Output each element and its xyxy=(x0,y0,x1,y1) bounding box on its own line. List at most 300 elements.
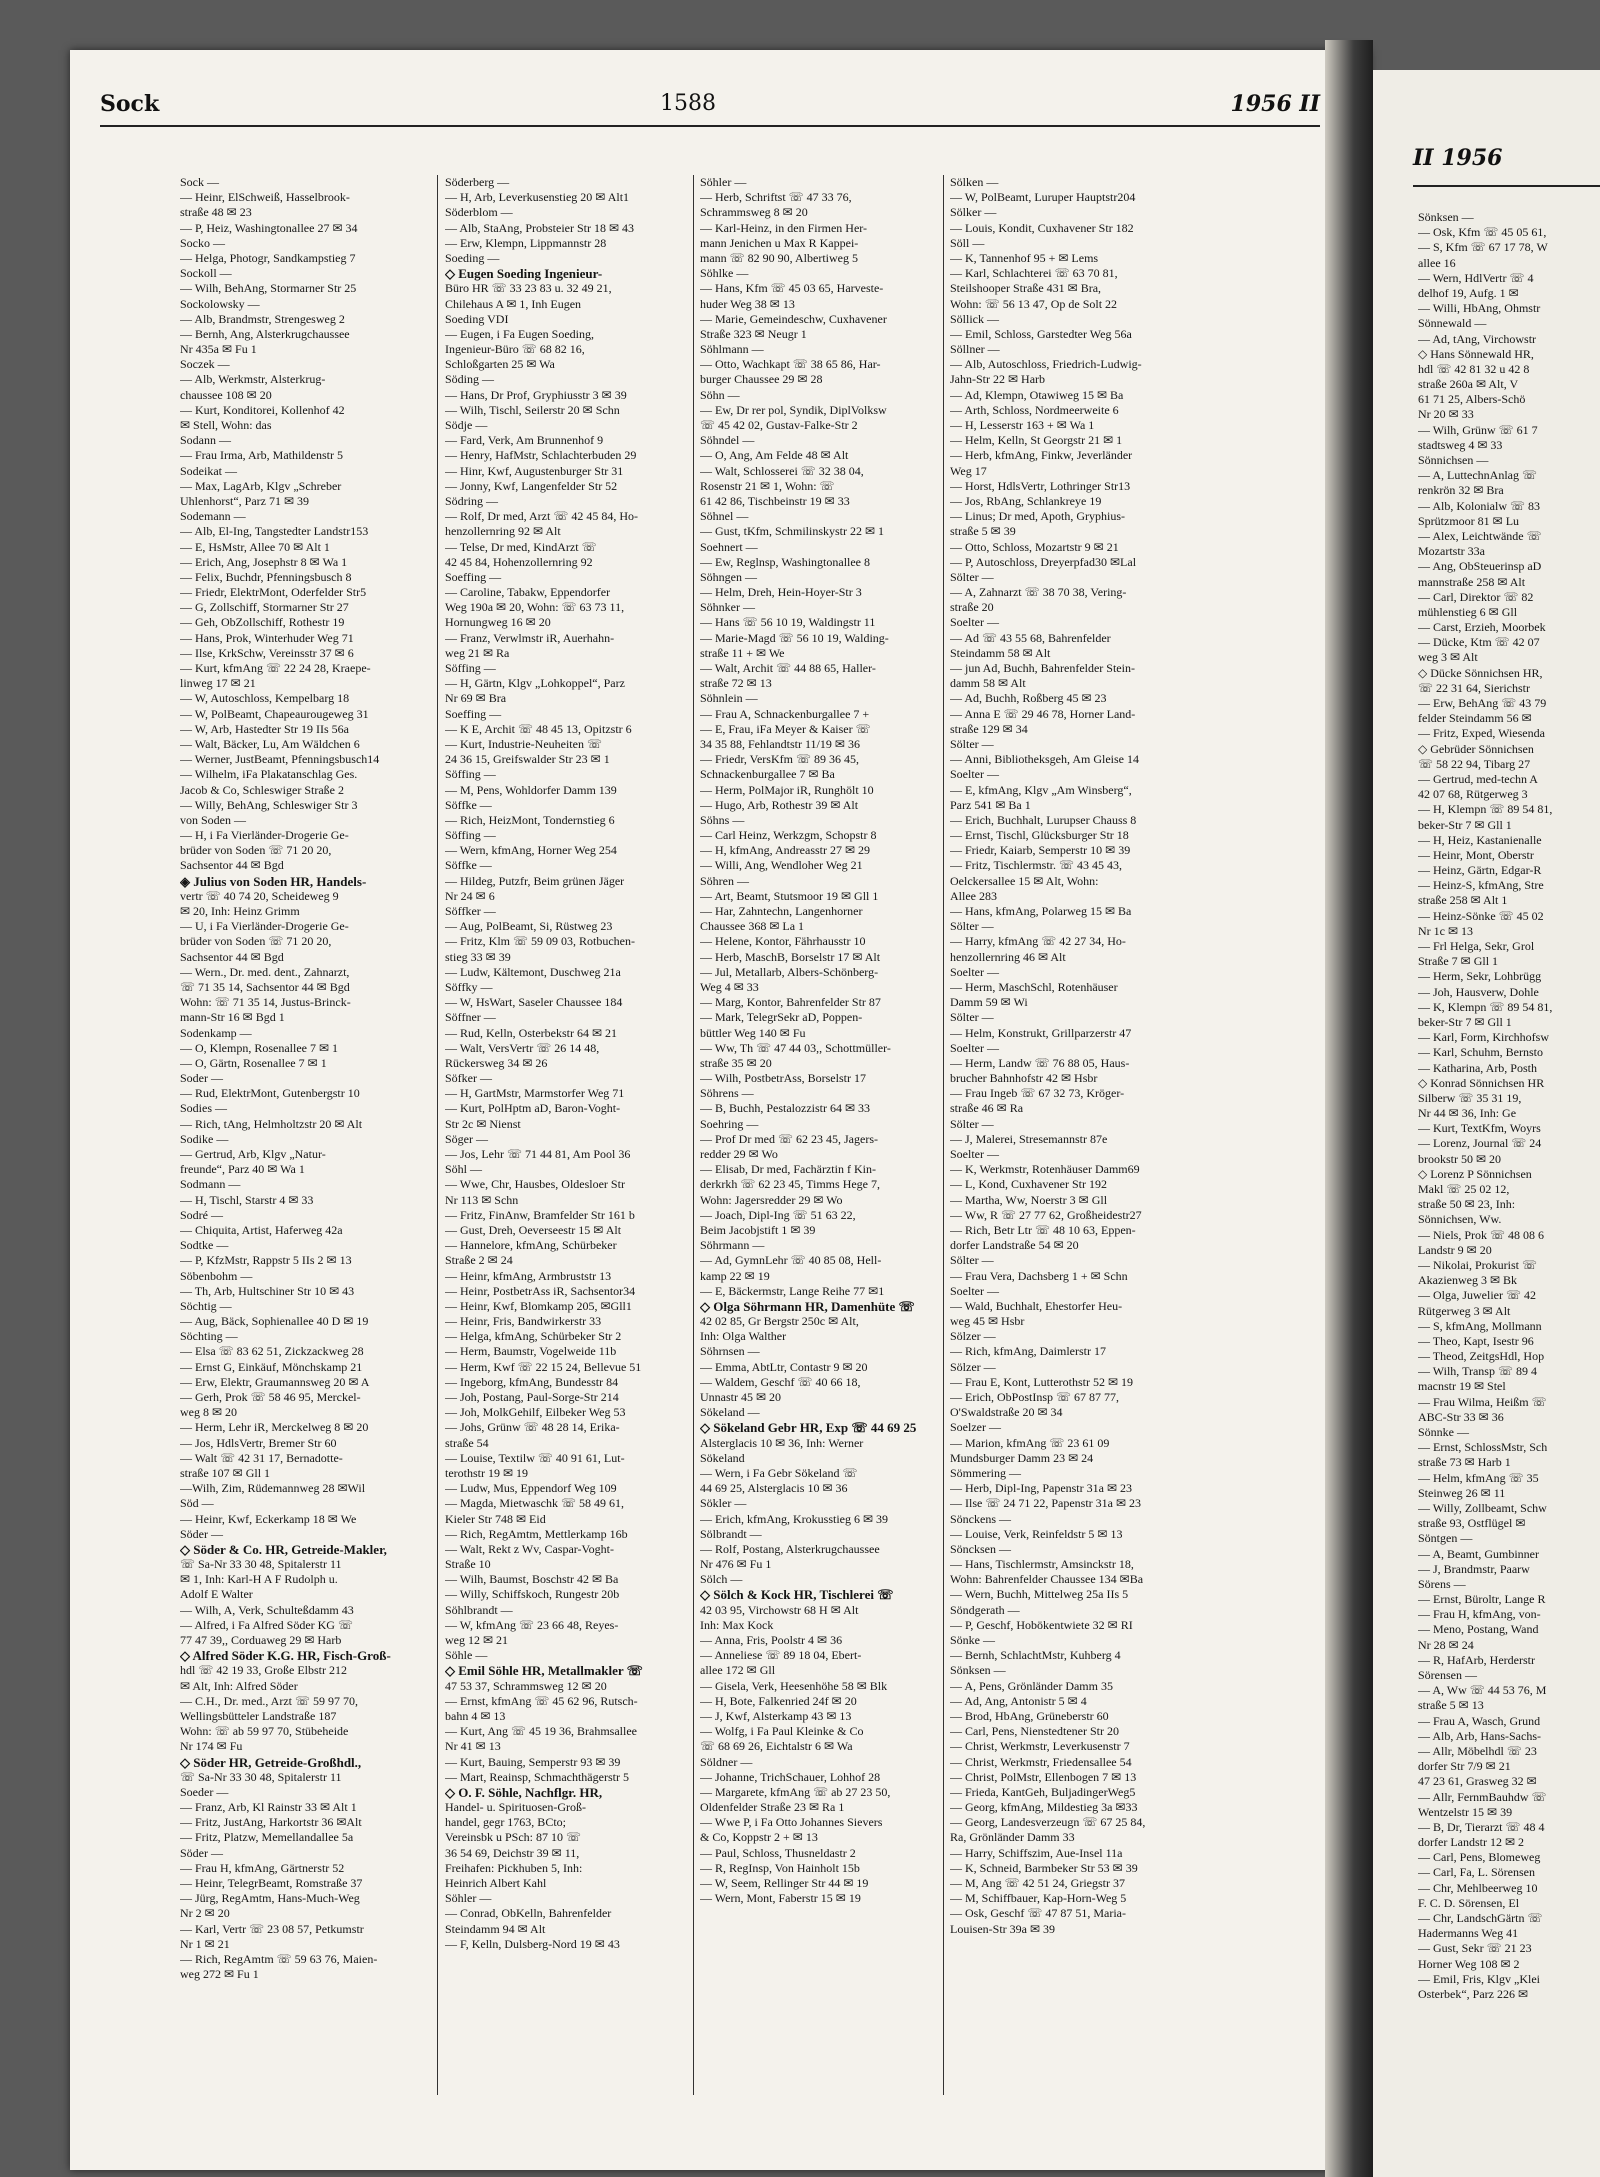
directory-entry-line: — Ew, Dr rer pol, Syndik, DiplVolksw xyxy=(700,402,887,417)
directory-entry-line: Nr 24 ✉ 6 xyxy=(445,888,495,903)
directory-entry-line: Wohn: ☏ 71 35 14, Justus-Brinck- xyxy=(180,995,351,1010)
directory-entry-line: & Co, Koppstr 2 + ✉ 13 xyxy=(700,1830,818,1845)
directory-entry-line: Sockolowsky — xyxy=(180,296,260,311)
directory-entry-line: Freihafen: Pickhuben 5, Inh: xyxy=(445,1860,583,1875)
directory-entry-line: Sock — xyxy=(180,175,219,189)
directory-entry-line: — R, RegInsp, Von Hainholt 15b xyxy=(700,1860,860,1875)
directory-entry-line: — Walt, Archit ☏ 44 88 65, Haller- xyxy=(700,661,876,675)
directory-entry-line: — Wilh, A, Verk, Schulteßdamm 43 xyxy=(180,1602,354,1617)
directory-entry-line: weg 45 ✉ Hsbr xyxy=(950,1314,1025,1329)
directory-entry-line: 24 36 15, Greifswalder Str 23 ✉ 1 xyxy=(445,752,610,767)
directory-entry-line: — Wern, Buchh, Mittelweg 25a IIs 5 xyxy=(950,1587,1129,1602)
directory-entry-line: — Heinr, Kwf, Blomkamp 205, ✉Gll1 xyxy=(445,1298,632,1313)
directory-entry-line: Inh: Olga Walther xyxy=(700,1329,787,1344)
directory-entry-line: ◇ Alfred Söder K.G. HR, Fisch-Groß- xyxy=(180,1648,391,1664)
directory-entry-line: — Margarete, kfmAng ☏ ab 27 23 50, xyxy=(700,1784,891,1799)
directory-entry-line: ✉ 1, Inh: Karl-H A F Rudolph u. xyxy=(180,1572,338,1587)
directory-entry-line: — Joach, Dipl-Ing ☏ 51 63 22, xyxy=(700,1207,856,1222)
directory-entry-line: ☏ 68 69 26, Eichtalstr 6 ✉ Wa xyxy=(700,1739,853,1754)
directory-entry-line: — P, Autoschloss, Dreyerpfad30 ✉Lal xyxy=(950,554,1137,569)
directory-entry-line: Söhnker — xyxy=(700,600,755,615)
directory-entry-line: Söhlmann — xyxy=(700,342,764,357)
directory-entry-line: chaussee 108 ✉ 20 xyxy=(180,387,272,402)
directory-entry-line: 42 03 95, Virchowstr 68 H ✉ Alt xyxy=(700,1602,859,1617)
directory-entry-line: linweg 17 ✉ 21 xyxy=(180,676,256,691)
directory-entry-line: Sönnichsen, Ww. xyxy=(1418,1212,1502,1227)
directory-entry-line: — Louis, Kondit, Cuxhavener Str 182 xyxy=(950,220,1134,235)
directory-entry-line: 42 02 85, Gr Bergstr 250c ✉ Alt, xyxy=(700,1314,859,1329)
directory-entry-line: Soeder — xyxy=(180,1784,229,1799)
directory-entry-line: Soehnert — xyxy=(700,539,758,554)
directory-entry-line: — W, PolBeamt, Chapeaurougeweg 31 xyxy=(180,706,369,721)
directory-entry-line: Söder — xyxy=(180,1526,223,1541)
column-divider xyxy=(437,175,438,2095)
directory-column-2 xyxy=(445,175,690,1952)
directory-entry-line: Louisen-Str 39a ✉ 39 xyxy=(950,1921,1056,1936)
directory-entry-line: — Elisab, Dr med, Fachärztin f Kin- xyxy=(700,1162,876,1177)
directory-entry-line: weg 12 ✉ 21 xyxy=(445,1633,509,1647)
directory-entry-line: 44 69 25, Alsterglacis 10 ✉ 36 xyxy=(700,1481,848,1496)
directory-entry-line: Sodenkamp — xyxy=(180,1025,252,1040)
directory-entry-line: — Heinr, kfmAng, Armbruststr 13 xyxy=(445,1268,612,1283)
directory-entry-line: Nr 44 ✉ 36, Inh: Ge xyxy=(1418,1106,1517,1121)
directory-entry-line: — Hans, Kfm ☏ 45 03 65, Harveste- xyxy=(700,281,884,296)
directory-entry-line: — Walt, Schlosserei ☏ 32 38 04, xyxy=(700,463,864,478)
directory-entry-line: — Ww, R ☏ 27 77 62, Großheidestr27 xyxy=(950,1207,1142,1222)
directory-entry-line: straße 72 ✉ 13 xyxy=(700,676,772,691)
directory-entry-line: — B, Dr, Tierarzt ☏ 48 4 xyxy=(1418,1819,1545,1834)
directory-entry-line: — Jonny, Kwf, Langenfelder Str 52 xyxy=(445,478,618,493)
directory-entry-line: — Elsa ☏ 83 62 51, Zickzackweg 28 xyxy=(180,1344,364,1359)
directory-entry-line: Sörensen — xyxy=(1418,1668,1477,1682)
directory-entry-line: stieg 33 ✉ 39 xyxy=(445,949,511,964)
directory-entry-line: — Heinz, Gärtn, Edgar-R xyxy=(1418,863,1542,878)
directory-entry-line: — S, Kfm ☏ 67 17 78, W xyxy=(1418,240,1548,255)
directory-entry-line: — O, Gärtn, Rosenallee 7 ✉ 1 xyxy=(180,1055,327,1070)
directory-entry-line: Söhndel — xyxy=(700,433,755,448)
directory-entry-line: Horner Weg 108 ✉ 2 xyxy=(1418,1956,1520,1971)
directory-entry-line: Söhns — xyxy=(700,812,745,827)
directory-entry-line: — Frieda, KantGeh, BuljadingerWeg5 xyxy=(950,1784,1136,1799)
directory-entry-line: — Alb, El-Ing, Tangstedter Landstr153 xyxy=(180,524,369,539)
directory-entry-line: Steilshooper Straße 431 ✉ Bra, xyxy=(950,281,1102,296)
directory-entry-line: — Willy, BehAng, Schleswiger Str 3 xyxy=(180,797,358,812)
directory-entry-line: — Aug, Bäck, Sophienallee 40 D ✉ 19 xyxy=(180,1314,369,1329)
directory-entry-line: — Frl Helga, Sekr, Grol xyxy=(1418,939,1535,953)
directory-entry-line: renkrön 32 ✉ Bra xyxy=(1418,483,1504,498)
directory-entry-line: von Soden — xyxy=(180,812,246,827)
directory-entry-line: — Fard, Verk, Am Brunnenhof 9 xyxy=(445,433,604,448)
directory-entry-line: — Wilh, Grünw ☏ 61 7 xyxy=(1418,422,1538,437)
directory-entry-line: ◇ Konrad Sönnichsen HR xyxy=(1418,1075,1545,1090)
directory-entry-line: — Wwe P, i Fa Otto Johannes Sievers xyxy=(700,1815,883,1830)
directory-entry-line: Silberw ☏ 35 31 19, xyxy=(1418,1090,1522,1105)
directory-entry-line: straße 20 xyxy=(950,600,994,615)
directory-entry-line: — Magda, Mietwaschk ☏ 58 49 61, xyxy=(445,1496,624,1511)
directory-entry-line: — Wilh, Transp ☏ 89 4 xyxy=(1418,1364,1537,1379)
directory-entry-line: — Chr, Mehlbeerweg 10 xyxy=(1418,1880,1538,1895)
directory-column-4 xyxy=(950,175,1195,1937)
directory-entry-line: — Jürg, RegAmtm, Hans-Much-Weg xyxy=(180,1891,360,1906)
directory-entry-line: 42 45 84, Hohenzollernring 92 xyxy=(445,554,593,569)
directory-entry-line: — Mart, Reainsp, Schmachthägerstr 5 xyxy=(445,1769,629,1784)
directory-entry-line: — Gust, tKfm, Schmilinskystr 22 ✉ 1 xyxy=(700,524,885,539)
directory-entry-line: Söncksen — xyxy=(950,1541,1011,1556)
directory-entry-line: — Wilh, Tischl, Seilerstr 20 ✉ Schn xyxy=(445,402,620,417)
directory-entry-line: straße 129 ✉ 34 xyxy=(950,721,1028,736)
directory-entry-line: — Helm, kfmAng ☏ 35 xyxy=(1418,1470,1539,1485)
directory-entry-line: derkrkh ☏ 62 23 45, Timms Hege 7, xyxy=(700,1177,881,1192)
directory-entry-line: — E, HsMstr, Allee 70 ✉ Alt 1 xyxy=(180,539,330,554)
directory-entry-line: Sachsentor 44 ✉ Bgd xyxy=(180,949,284,964)
directory-entry-line: — Christ, PolMstr, Ellenbogen 7 ✉ 13 xyxy=(950,1769,1137,1784)
directory-entry-line: Wellingsbütteler Landstraße 187 xyxy=(180,1708,337,1723)
directory-entry-line: — Alb, Autoschloss, Friedrich-Ludwig- xyxy=(950,357,1142,372)
directory-entry-line: — Wald, Buchhalt, Ehestorfer Heu- xyxy=(950,1298,1123,1313)
directory-entry-line: Steinweg 26 ✉ 11 xyxy=(1418,1485,1506,1500)
directory-entry-line: — Bernh, Ang, Alsterkrugchaussee xyxy=(180,326,350,341)
directory-entry-line: — Kurt, kfmAng ☏ 22 24 28, Kraepe- xyxy=(180,661,371,675)
directory-entry-line: — Telse, Dr med, KindArzt ☏ xyxy=(445,539,597,554)
directory-entry-line: F. C. D. Sörensen, El xyxy=(1418,1895,1520,1910)
directory-entry-line: — Osk, Geschf ☏ 47 87 51, Maria- xyxy=(950,1906,1126,1921)
directory-entry-line: — Paul, Schloss, Thusneldastr 2 xyxy=(700,1845,856,1860)
directory-entry-line: — Jos, Lehr ☏ 71 44 81, Am Pool 36 xyxy=(445,1147,631,1161)
directory-entry-line: — Wilh, BehAng, Stormarner Str 25 xyxy=(180,281,357,296)
directory-entry-line: Söhrens — xyxy=(700,1086,754,1101)
directory-entry-line: — Heinr, Mont, Oberstr xyxy=(1418,847,1534,862)
directory-entry-line: — E, Bäckermstr, Lange Reihe 77 ✉1 xyxy=(700,1283,885,1298)
directory-entry-line: — Carl Heinz, Werkzgm, Schopstr 8 xyxy=(700,828,877,843)
directory-entry-line: — Th, Arb, Hultschiner Str 10 ✉ 43 xyxy=(180,1283,355,1298)
directory-entry-line: — Alb, Werkmstr, Alsterkrug- xyxy=(180,372,326,387)
directory-entry-line: Sachsentor 44 ✉ Bgd xyxy=(180,858,284,873)
directory-entry-line: — Ernst, Tischl, Glücksburger Str 18 xyxy=(950,828,1129,843)
directory-entry-line: ✉ Stell, Wohn: das xyxy=(180,418,272,432)
directory-entry-line: — Hans, Dr Prof, Gryphiusstr 3 ✉ 39 xyxy=(445,387,627,402)
directory-entry-line: — Ad, Ang, Antonistr 5 ✉ 4 xyxy=(950,1693,1087,1708)
directory-entry-line: — Joh, Postang, Paul-Sorge-Str 214 xyxy=(445,1390,619,1404)
directory-entry-line: — Helga, kfmAng, Schürbeker Str 2 xyxy=(445,1329,622,1344)
directory-entry-line: Söffing — xyxy=(445,828,496,843)
directory-entry-line: — M, Schiffbauer, Kap-Horn-Weg 5 xyxy=(950,1891,1127,1906)
directory-entry-line: — Karl, Form, Kirchhofsw xyxy=(1418,1030,1549,1045)
directory-entry-line: Sölter — xyxy=(950,569,994,584)
directory-entry-line: — Wwe, Chr, Hausbes, Oldesloer Str xyxy=(445,1177,625,1192)
directory-entry-line: — H, Klempn ☏ 89 54 81, xyxy=(1418,802,1553,817)
directory-entry-line: — H, Lesserstr 163 + ✉ Wa 1 xyxy=(950,418,1095,432)
directory-entry-line: Söhrnsen — xyxy=(700,1344,760,1359)
directory-entry-line: — Martha, Ww, Noerstr 3 ✉ Gll xyxy=(950,1192,1108,1207)
directory-entry-line: Soeffing — xyxy=(445,706,502,721)
directory-entry-line: — Friedr, VersKfm ☏ 89 36 45, xyxy=(700,752,859,767)
directory-entry-line: — O, Klempn, Rosenallee 7 ✉ 1 xyxy=(180,1040,339,1055)
directory-entry-line: — Frau Wilma, Heißm ☏ xyxy=(1418,1394,1547,1409)
directory-entry-line: Soelter — xyxy=(950,615,999,630)
directory-entry-line: Sodmann — xyxy=(180,1177,241,1192)
directory-entry-line: — J, Kwf, Alsterkamp 43 ✉ 13 xyxy=(700,1708,852,1723)
directory-entry-line: Söhle — xyxy=(445,1648,488,1663)
directory-entry-line: — Willi, Ang, Wendloher Weg 21 xyxy=(700,858,863,873)
directory-entry-line: — Alb, Brandmstr, Strengesweg 2 xyxy=(180,311,345,326)
directory-entry-line: — Erich, Ang, Josephstr 8 ✉ Wa 1 xyxy=(180,554,348,569)
directory-entry-line: Weg 4 ✉ 33 xyxy=(700,979,759,994)
directory-entry-line: — A, Beamt, Gumbinner xyxy=(1418,1546,1539,1561)
directory-entry-line: Jahn-Str 22 ✉ Harb xyxy=(950,372,1046,387)
directory-entry-line: — H, Heiz, Kastanienalle xyxy=(1418,832,1542,847)
directory-entry-line: Soeffing — xyxy=(445,569,502,584)
directory-entry-line: Unnastr 45 ✉ 20 xyxy=(700,1390,782,1404)
directory-entry-line: — Brod, HbAng, Grüneberstr 60 xyxy=(950,1708,1109,1723)
directory-entry-line: — Friedr, ElektrMont, Oderfelder Str5 xyxy=(180,585,367,600)
directory-entry-line: — Heinr, Kwf, Eckerkamp 18 ✉ We xyxy=(180,1511,357,1526)
directory-entry-line: — Jul, Metallarb, Albers-Schönberg- xyxy=(700,964,879,979)
directory-entry-line: — Ad, tAng, Virchowstr xyxy=(1418,331,1537,346)
directory-entry-line: Büro HR ☏ 33 23 83 u. 32 49 21, xyxy=(445,281,612,296)
directory-entry-line: — U, i Fa Vierländer-Drogerie Ge- xyxy=(180,919,349,934)
directory-entry-line: Straße 323 ✉ Neugr 1 xyxy=(700,326,807,341)
directory-entry-line: Sölter — xyxy=(950,1116,994,1131)
directory-entry-line: bahn 4 ✉ 13 xyxy=(445,1708,506,1723)
directory-entry-line: Wentzelstr 15 ✉ 39 xyxy=(1418,1804,1513,1819)
directory-entry-line: — E, Frau, iFa Meyer & Kaiser ☏ xyxy=(700,721,871,736)
directory-entry-line: — Alex, Leichtwände ☏ xyxy=(1418,528,1542,543)
directory-entry-line: — Rud, ElektrMont, Gutenbergstr 10 xyxy=(180,1086,360,1101)
directory-entry-line: ✉ 20, Inh: Heinz Grimm xyxy=(180,904,300,918)
directory-entry-line: Rosenstr 21 ✉ 1, Wohn: ☏ xyxy=(700,478,835,493)
directory-entry-line: Sönnke — xyxy=(1418,1425,1469,1439)
directory-entry-line: straße 11 + ✉ We xyxy=(700,645,785,660)
directory-entry-line: — Frau Irma, Arb, Mathildenstr 5 xyxy=(180,448,343,463)
directory-entry-line: Schrammsweg 8 ✉ 20 xyxy=(700,205,808,220)
directory-entry-line: — Louise, Textilw ☏ 40 91 61, Lut- xyxy=(445,1450,625,1465)
directory-entry-line: — Heinr, Fris, Bandwirkerstr 33 xyxy=(445,1314,602,1329)
page-header xyxy=(100,85,1320,127)
directory-entry-line: — Rich, RegAmtm ☏ 59 63 76, Maien- xyxy=(180,1951,378,1966)
directory-entry-line: — Wilh, PostbetrAss, Borselstr 17 xyxy=(700,1071,866,1086)
directory-entry-line: Sprützmoor 81 ✉ Lu xyxy=(1418,513,1520,528)
directory-entry-line: Soelter — xyxy=(950,1040,999,1055)
directory-entry-line: Söldner — xyxy=(700,1754,753,1769)
directory-entry-line: Söder — xyxy=(180,1845,223,1860)
directory-entry-line: — Meno, Postang, Wand xyxy=(1418,1622,1539,1637)
directory-entry-line: — Max, LagArb, Klgv „Schreber xyxy=(180,478,342,493)
directory-entry-line: — C.H., Dr. med., Arzt ☏ 59 97 70, xyxy=(180,1693,358,1708)
directory-entry-line: — Ad, Buchh, Roßberg 45 ✉ 23 xyxy=(950,691,1107,706)
directory-entry-line: — M, Ang ☏ 42 51 24, Griegstr 37 xyxy=(950,1876,1126,1890)
directory-entry-line: Söffke — xyxy=(445,858,492,873)
directory-entry-line: — Kurt, Ang ☏ 45 19 36, Brahmsallee xyxy=(445,1724,637,1739)
directory-entry-line: Rückersweg 34 ✉ 26 xyxy=(445,1055,548,1070)
directory-entry-line: Soczek — xyxy=(180,357,230,372)
directory-entry-line: ☏ 58 22 94, Tibarg 27 xyxy=(1418,756,1531,771)
directory-entry-line: — Niels, Prok ☏ 48 08 6 xyxy=(1418,1227,1545,1242)
directory-entry-line: — Wern, HdlVertr ☏ 4 xyxy=(1418,270,1534,285)
directory-entry-line: mann-Str 16 ✉ Bgd 1 xyxy=(180,1010,285,1025)
directory-entry-line: — K, Tannenhof 95 + ✉ Lems xyxy=(950,250,1099,265)
directory-entry-line: Söderberg — xyxy=(445,175,510,189)
directory-entry-line: Sölter — xyxy=(950,736,994,751)
directory-entry-line: brüder von Soden ☏ 71 20 20, xyxy=(180,843,332,858)
directory-entry-line: — Hans, Prok, Winterhuder Weg 71 xyxy=(180,630,354,645)
directory-entry-line: Sodann — xyxy=(180,433,231,448)
directory-entry-line: — jun Ad, Buchh, Bahrenfelder Stein- xyxy=(950,661,1135,675)
directory-entry-line: — Herm, Kwf ☏ 22 15 24, Bellevue 51 xyxy=(445,1359,642,1374)
directory-entry-line: — Wilhelm, iFa Plakatanschlag Ges. xyxy=(180,767,358,782)
directory-entry-line: — J, Brandmstr, Paarw xyxy=(1418,1561,1530,1576)
directory-entry-line: 47 23 61, Grasweg 32 ✉ xyxy=(1418,1774,1537,1789)
directory-entry-line: — Rolf, Postang, Alsterkrugchaussee xyxy=(700,1541,880,1556)
directory-entry-line: — Helga, Photogr, Sandkampstieg 7 xyxy=(180,250,356,265)
directory-entry-line: dorfer Landstraße 54 ✉ 20 xyxy=(950,1238,1079,1253)
directory-entry-line: — W, kfmAng ☏ 23 66 48, Reyes- xyxy=(445,1617,619,1632)
directory-entry-line: Damm 59 ✉ Wi xyxy=(950,995,1028,1010)
directory-entry-line: brucher Bahnhofstr 42 ✉ Hsbr xyxy=(950,1071,1098,1086)
directory-entry-line: Ingenieur-Büro ☏ 68 82 16, xyxy=(445,342,585,357)
directory-entry-line: Akazienweg 3 ✉ Bk xyxy=(1418,1273,1518,1288)
header-keyword: Sock xyxy=(100,91,160,117)
directory-entry-line: macnstr 19 ✉ Stel xyxy=(1418,1379,1506,1394)
directory-entry-line: — Walt, Bäcker, Lu, Am Wäldchen 6 xyxy=(180,736,360,751)
directory-entry-line: — K E, Archit ☏ 48 45 13, Opitzstr 6 xyxy=(445,721,632,736)
directory-entry-line: — Heinr, PostbetrAss iR, Sachsentor34 xyxy=(445,1283,636,1298)
directory-column-3 xyxy=(700,175,940,1906)
directory-entry-line: 34 35 88, Fehlandtstr 11/19 ✉ 36 xyxy=(700,736,860,751)
directory-entry-line: — Anna E ☏ 29 46 78, Horner Land- xyxy=(950,706,1136,721)
directory-entry-line: — Herm, PolMajor iR, Runghölt 10 xyxy=(700,782,874,797)
directory-entry-line: — Erich, ObPostInsp ☏ 67 87 77, xyxy=(950,1390,1120,1404)
directory-entry-line: — Art, Beamt, Stutsmoor 19 ✉ Gll 1 xyxy=(700,888,879,903)
directory-entry-line: Str 2c ✉ Nienst xyxy=(445,1116,521,1131)
directory-entry-line: mühlenstieg 6 ✉ Gll xyxy=(1418,604,1518,619)
directory-entry-line: Soelter — xyxy=(950,1283,999,1298)
directory-entry-line: Landstr 9 ✉ 20 xyxy=(1418,1242,1492,1257)
directory-entry-line: — F, Kelln, Dulsberg-Nord 19 ✉ 43 xyxy=(445,1936,620,1951)
directory-entry-line: — Georg, Landesverzeugn ☏ 67 25 84, xyxy=(950,1815,1146,1830)
directory-entry-line: —Wilh, Zim, Rüdemannweg 28 ✉Wil xyxy=(180,1481,366,1496)
directory-entry-line: — R, HafArb, Herderstr xyxy=(1418,1652,1535,1667)
directory-entry-line: Makl ☏ 25 02 12, xyxy=(1418,1182,1510,1196)
directory-entry-line: — Carl, Fa, L. Sörensen xyxy=(1418,1865,1535,1880)
directory-entry-line: Söllner — xyxy=(950,342,1000,357)
directory-entry-line: — Ernst G, Einkäuf, Mönchskamp 21 xyxy=(180,1359,363,1374)
directory-entry-line: Söhn — xyxy=(700,387,740,402)
directory-entry-line: — Ernst, SchlossMstr, Sch xyxy=(1418,1440,1548,1455)
directory-entry-line: ◇ O. F. Söhle, Nachflgr. HR, xyxy=(445,1784,603,1800)
directory-entry-line: — Har, Zahntechn, Langenhorner xyxy=(700,904,863,918)
directory-entry-line: — Gust, Sekr ☏ 21 23 xyxy=(1418,1941,1532,1956)
directory-entry-line: — Theod, ZeitgsHdl, Hop xyxy=(1418,1349,1545,1364)
directory-entry-line: Wohn: ☏ ab 59 97 70, Stübeheide xyxy=(180,1724,349,1739)
directory-entry-line: — Rich, tAng, Helmholtzstr 20 ✉ Alt xyxy=(180,1116,363,1131)
directory-entry-line: — Fritz, JustAng, Harkortstr 36 ✉Alt xyxy=(180,1815,362,1830)
directory-entry-line: — Carst, Erzieh, Moorbek xyxy=(1418,620,1546,635)
directory-entry-line: — P, Heiz, Washingtonallee 27 ✉ 34 xyxy=(180,220,358,235)
directory-entry-line: — Hugo, Arb, Rothestr 39 ✉ Alt xyxy=(700,797,859,812)
directory-entry-line: Söchtig — xyxy=(180,1298,232,1313)
directory-entry-line: huder Weg 38 ✉ 13 xyxy=(700,296,795,311)
directory-entry-line: Sömmering — xyxy=(950,1465,1021,1480)
directory-entry-line: — H, i Fa Vierländer-Drogerie Ge- xyxy=(180,828,349,843)
directory-entry-line: stadtsweg 4 ✉ 33 xyxy=(1418,437,1503,452)
directory-entry-line: — Ludw, Mus, Eppendorf Weg 109 xyxy=(445,1481,617,1496)
directory-entry-line: — Herm, Baumstr, Vogelweide 11b xyxy=(445,1344,617,1359)
directory-entry-line: Wohn: Bahrenfelder Chaussee 134 ✉Ba xyxy=(950,1572,1144,1587)
right-page-header-rule xyxy=(1413,185,1600,187)
directory-entry-line: Wohn: ☏ 56 13 47, Op de Solt 22 xyxy=(950,296,1118,311)
directory-entry-line: — Hans, kfmAng, Polarweg 15 ✉ Ba xyxy=(950,904,1132,918)
directory-entry-line: — A, LuttechnAnlag ☏ xyxy=(1418,468,1537,483)
directory-entry-line: — Jos, RbAng, Schlankreye 19 xyxy=(950,493,1102,508)
directory-entry-line: Soehring — xyxy=(700,1116,759,1131)
directory-entry-line: Soelter — xyxy=(950,767,999,782)
directory-entry-line: Sönnewald — xyxy=(1418,316,1487,331)
directory-entry-line: Nr 1c ✉ 13 xyxy=(1418,923,1474,938)
directory-entry-line: — H, Tischl, Starstr 4 ✉ 33 xyxy=(180,1192,314,1207)
directory-entry-line: Söhnel — xyxy=(700,509,749,524)
directory-entry-line: felder Steindamm 56 ✉ xyxy=(1418,711,1532,726)
directory-entry-line: — Carl, Pens, Blomeweg xyxy=(1418,1850,1541,1865)
directory-entry-line: — Erw, Elektr, Graumannsweg 20 ✉ A xyxy=(180,1374,370,1389)
directory-entry-line: Straße 2 ✉ 24 xyxy=(445,1253,513,1268)
directory-entry-line: beker-Str 7 ✉ Gll 1 xyxy=(1418,1014,1512,1029)
directory-entry-line: Inh: Max Kock xyxy=(700,1617,774,1632)
directory-entry-line: — Alfred, i Fa Alfred Söder KG ☏ xyxy=(180,1617,353,1632)
directory-entry-line: dorfer Str 7/9 ✉ 21 xyxy=(1418,1759,1511,1774)
directory-entry-line: — Wilh, Baumst, Boschstr 42 ✉ Ba xyxy=(445,1572,619,1587)
directory-entry-line: — Heinz-S, kfmAng, Stre xyxy=(1418,878,1544,893)
directory-entry-line: — Hans ☏ 56 10 19, Waldingstr 11 xyxy=(700,615,876,630)
directory-entry-line: mann Jenichen u Max R Kappei- xyxy=(700,235,859,250)
directory-entry-line: Nr 435a ✉ Fu 1 xyxy=(180,342,257,357)
directory-entry-line: — Prof Dr med ☏ 62 23 45, Jagers- xyxy=(700,1131,878,1146)
directory-entry-line: — Erich, Buchhalt, Lurupser Chauss 8 xyxy=(950,812,1137,827)
directory-entry-line: Schnackenburgallee 7 ✉ Ba xyxy=(700,767,835,782)
directory-entry-line: — Herb, Dipl-Ing, Papenstr 31a ✉ 23 xyxy=(950,1481,1133,1496)
directory-entry-line: — Frau H, kfmAng, Gärtnerstr 52 xyxy=(180,1860,345,1875)
directory-columns xyxy=(100,175,1325,2125)
directory-entry-line: Parz 541 ✉ Ba 1 xyxy=(950,797,1031,812)
directory-entry-line: — Herm, Sekr, Lohbrügg xyxy=(1418,969,1542,984)
directory-entry-line: Söfker — xyxy=(445,1071,492,1086)
directory-entry-line: — Heinr, TelegrBeamt, Romstraße 37 xyxy=(180,1876,363,1890)
directory-entry-line: — Rich, Betr Ltr ☏ 48 10 63, Eppen- xyxy=(950,1222,1136,1237)
book-gutter xyxy=(1325,40,1373,2177)
directory-entry-line: — H, Bote, Falkenried 24f ✉ 20 xyxy=(700,1693,857,1708)
directory-entry-line: — Hannelore, kfmAng, Schürbeker xyxy=(445,1238,617,1253)
directory-entry-line: — Hans, Tischlermstr, Amsinckstr 18, xyxy=(950,1557,1134,1572)
directory-entry-line: — Marie, Gemeindeschw, Cuxhavener xyxy=(700,311,887,326)
directory-entry-line: — Ww, Th ☏ 47 44 03,, Schottmüller- xyxy=(700,1040,891,1055)
directory-entry-line: — Herb, kfmAng, Finkw, Jeverländer xyxy=(950,448,1133,463)
directory-entry-line: — Helm, Dreh, Hein-Hoyer-Str 3 xyxy=(700,585,862,600)
directory-entry-line: ✉ Alt, Inh: Alfred Söder xyxy=(180,1678,298,1693)
directory-entry-line: Nr 2 ✉ 20 xyxy=(180,1906,230,1921)
directory-entry-line: Sölker — xyxy=(950,205,997,220)
directory-entry-line: — Herb, Schriftst ☏ 47 33 76, xyxy=(700,190,852,205)
directory-entry-line: — Marion, kfmAng ☏ 23 61 09 xyxy=(950,1435,1110,1450)
directory-entry-line: — Friedr, Kaiarb, Semperstr 10 ✉ 39 xyxy=(950,843,1131,858)
directory-entry-line: ☏ 22 31 64, Sierichstr xyxy=(1418,680,1530,695)
directory-entry-line: Söhlbrandt — xyxy=(445,1602,513,1617)
directory-entry-line: — Rolf, Dr med, Arzt ☏ 42 45 84, Ho- xyxy=(445,509,638,524)
directory-entry-line: — Franz, Arb, Kl Rainstr 33 ✉ Alt 1 xyxy=(180,1800,357,1815)
directory-entry-line: — Gisela, Verk, Heesenhöhe 58 ✉ Blk xyxy=(700,1678,888,1693)
directory-entry-line: — Emil, Schloss, Garstedter Weg 56a xyxy=(950,326,1132,341)
directory-entry-line: — Marg, Kontor, Bahrenfelder Str 87 xyxy=(700,995,881,1010)
directory-entry-line: ◇ Dücke Sönnichsen HR, xyxy=(1418,665,1543,680)
directory-entry-line: Mozartstr 33a xyxy=(1418,544,1485,559)
